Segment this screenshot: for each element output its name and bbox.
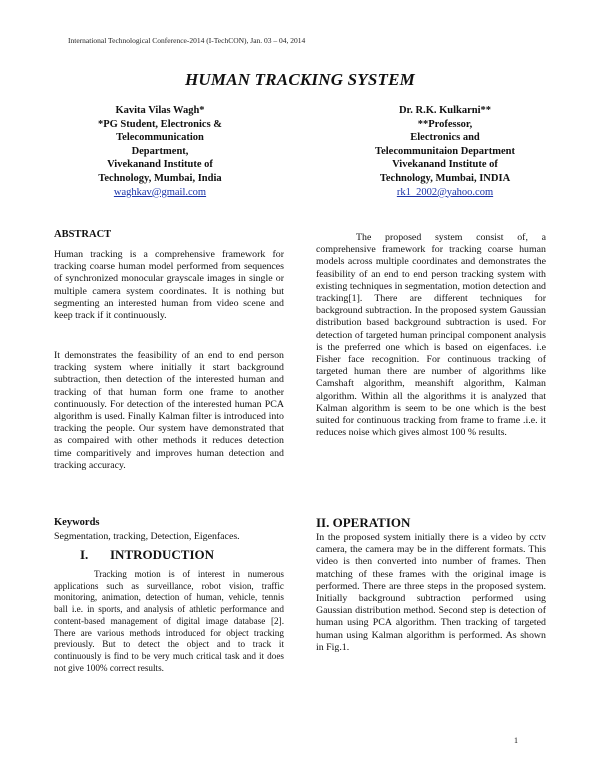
author-2-line: Dr. R.K. Kulkarni**	[398, 105, 492, 116]
intro-heading: INTRODUCTION	[110, 547, 215, 562]
author-1-email-link[interactable]: waghkav@gmail.com	[113, 186, 207, 198]
author-2-line: Electronics and	[410, 132, 480, 144]
abstract-text-2: It demonstrates the feasibility of an end to end person tracking system where initially it start background subtraction, then detection of the interested human and tracking of that human form one frame to another continuously. For detection of the interested human PCA algorithm is used. Finally Kalman filter is introduced into tracking the people. Our system have demonstrated that as compaired with other methods it reduces detection time comparitively and improves human detection and tracking accuracy.	[54, 350, 284, 471]
author-1-line: Technology, Mumbai, India	[98, 172, 222, 184]
author-block-2	[345, 104, 545, 199]
operation-heading: II. OPERATION	[316, 515, 411, 530]
page-number: 1	[514, 736, 518, 745]
author-2-email-link[interactable]: rk1_2002@yahoo.com	[396, 186, 494, 198]
abstract-paragraph-2	[54, 350, 284, 472]
keywords-heading: Keywords	[54, 517, 100, 528]
author-1-line: *PG Student, Electronics &	[97, 118, 223, 130]
author-1-line: Department,	[131, 145, 189, 157]
intro-number: I.	[80, 547, 89, 562]
operation-text: In the proposed system initially there is a video by cctv camera, the camera may be in the different formats. This video is then converted into number of frames. Then matching of these frames with the original image is performed. There are three steps in the proposed system. Initially background subtraction performed using Gaussian distribution method. Second step is detection of human using PCA algorithm. Then tracking of targeted human using Kalman algorithm is performed. As shown in Fig.1.	[316, 532, 546, 653]
author-block-1	[60, 104, 260, 199]
proposed-system-text: The proposed system consist of, a comprehensive framework for tracking coarse human models across multiple coordinates and demonstrates the feasibility of an end to end person tracking system with existing techniques in segmentation, motion detection and tracking[1]. There are different techniques for background subtraction. In the proposed system Gaussian distribution based background subtraction is used. For detection of targeted human principal component analysis is the preferred one which is based on eigenfaces. i.e Fisher face recognition. For continuous tracking of targeted human there are number of algorithms like Camshaft algorithm, meanshift algorithm, Kalman algorithm. Within all the algorithms it is analyzed that Kalman algorithm is seem to be one which is the best suited for continuous tracking from frame to frame .i.e. it reduces noise which gives almost 100 % results.	[316, 232, 546, 439]
abstract-heading: ABSTRACT	[54, 229, 112, 240]
abstract-text-1: Human tracking is a comprehensive framework for tracking coarse human model performed from sequences of synchronized monocular grayscale images in single or multiple camera system coordinates. It is nothing but segmenting an interested human from video scene and keep track if it continuously.	[54, 249, 284, 322]
author-1-line: Telecommunication	[116, 132, 204, 144]
author-2-line: Telecommunitaion Department	[375, 145, 515, 157]
operation-paragraph	[316, 532, 546, 654]
author-1-line: Vivekanand Institute of	[107, 159, 213, 171]
paper-title: HUMAN TRACKING SYSTEM	[185, 70, 415, 89]
running-header: International Technological Conference-2014 (I-TechCON), Jan. 03 – 04, 2014	[68, 36, 306, 45]
author-2-line: **Professor,	[417, 118, 473, 130]
author-1-line: Kavita Vilas Wagh*	[115, 105, 205, 116]
author-2-line: Vivekanand Institute of	[392, 159, 498, 171]
intro-paragraph	[54, 569, 284, 674]
intro-text: Tracking motion is of interest in numerous applications such as surveillance, robot vision, traffic monitoring, animation, detection of human, vehicle, tennis ball i.e. in sports, and analysis of athletic performance and content-based management of digital image database [2]. There are various methods introduced for object tracking previously. But to detect the object and to track it continuously is find to be very much critical task and it does not give 100% correct results.	[54, 569, 284, 673]
author-2-line: Technology, Mumbai, INDIA	[379, 172, 511, 184]
proposed-system-paragraph	[316, 232, 546, 439]
keywords-text: Segmentation, tracking, Detection, Eigenfaces.	[54, 531, 240, 542]
abstract-paragraph-1	[54, 249, 284, 322]
